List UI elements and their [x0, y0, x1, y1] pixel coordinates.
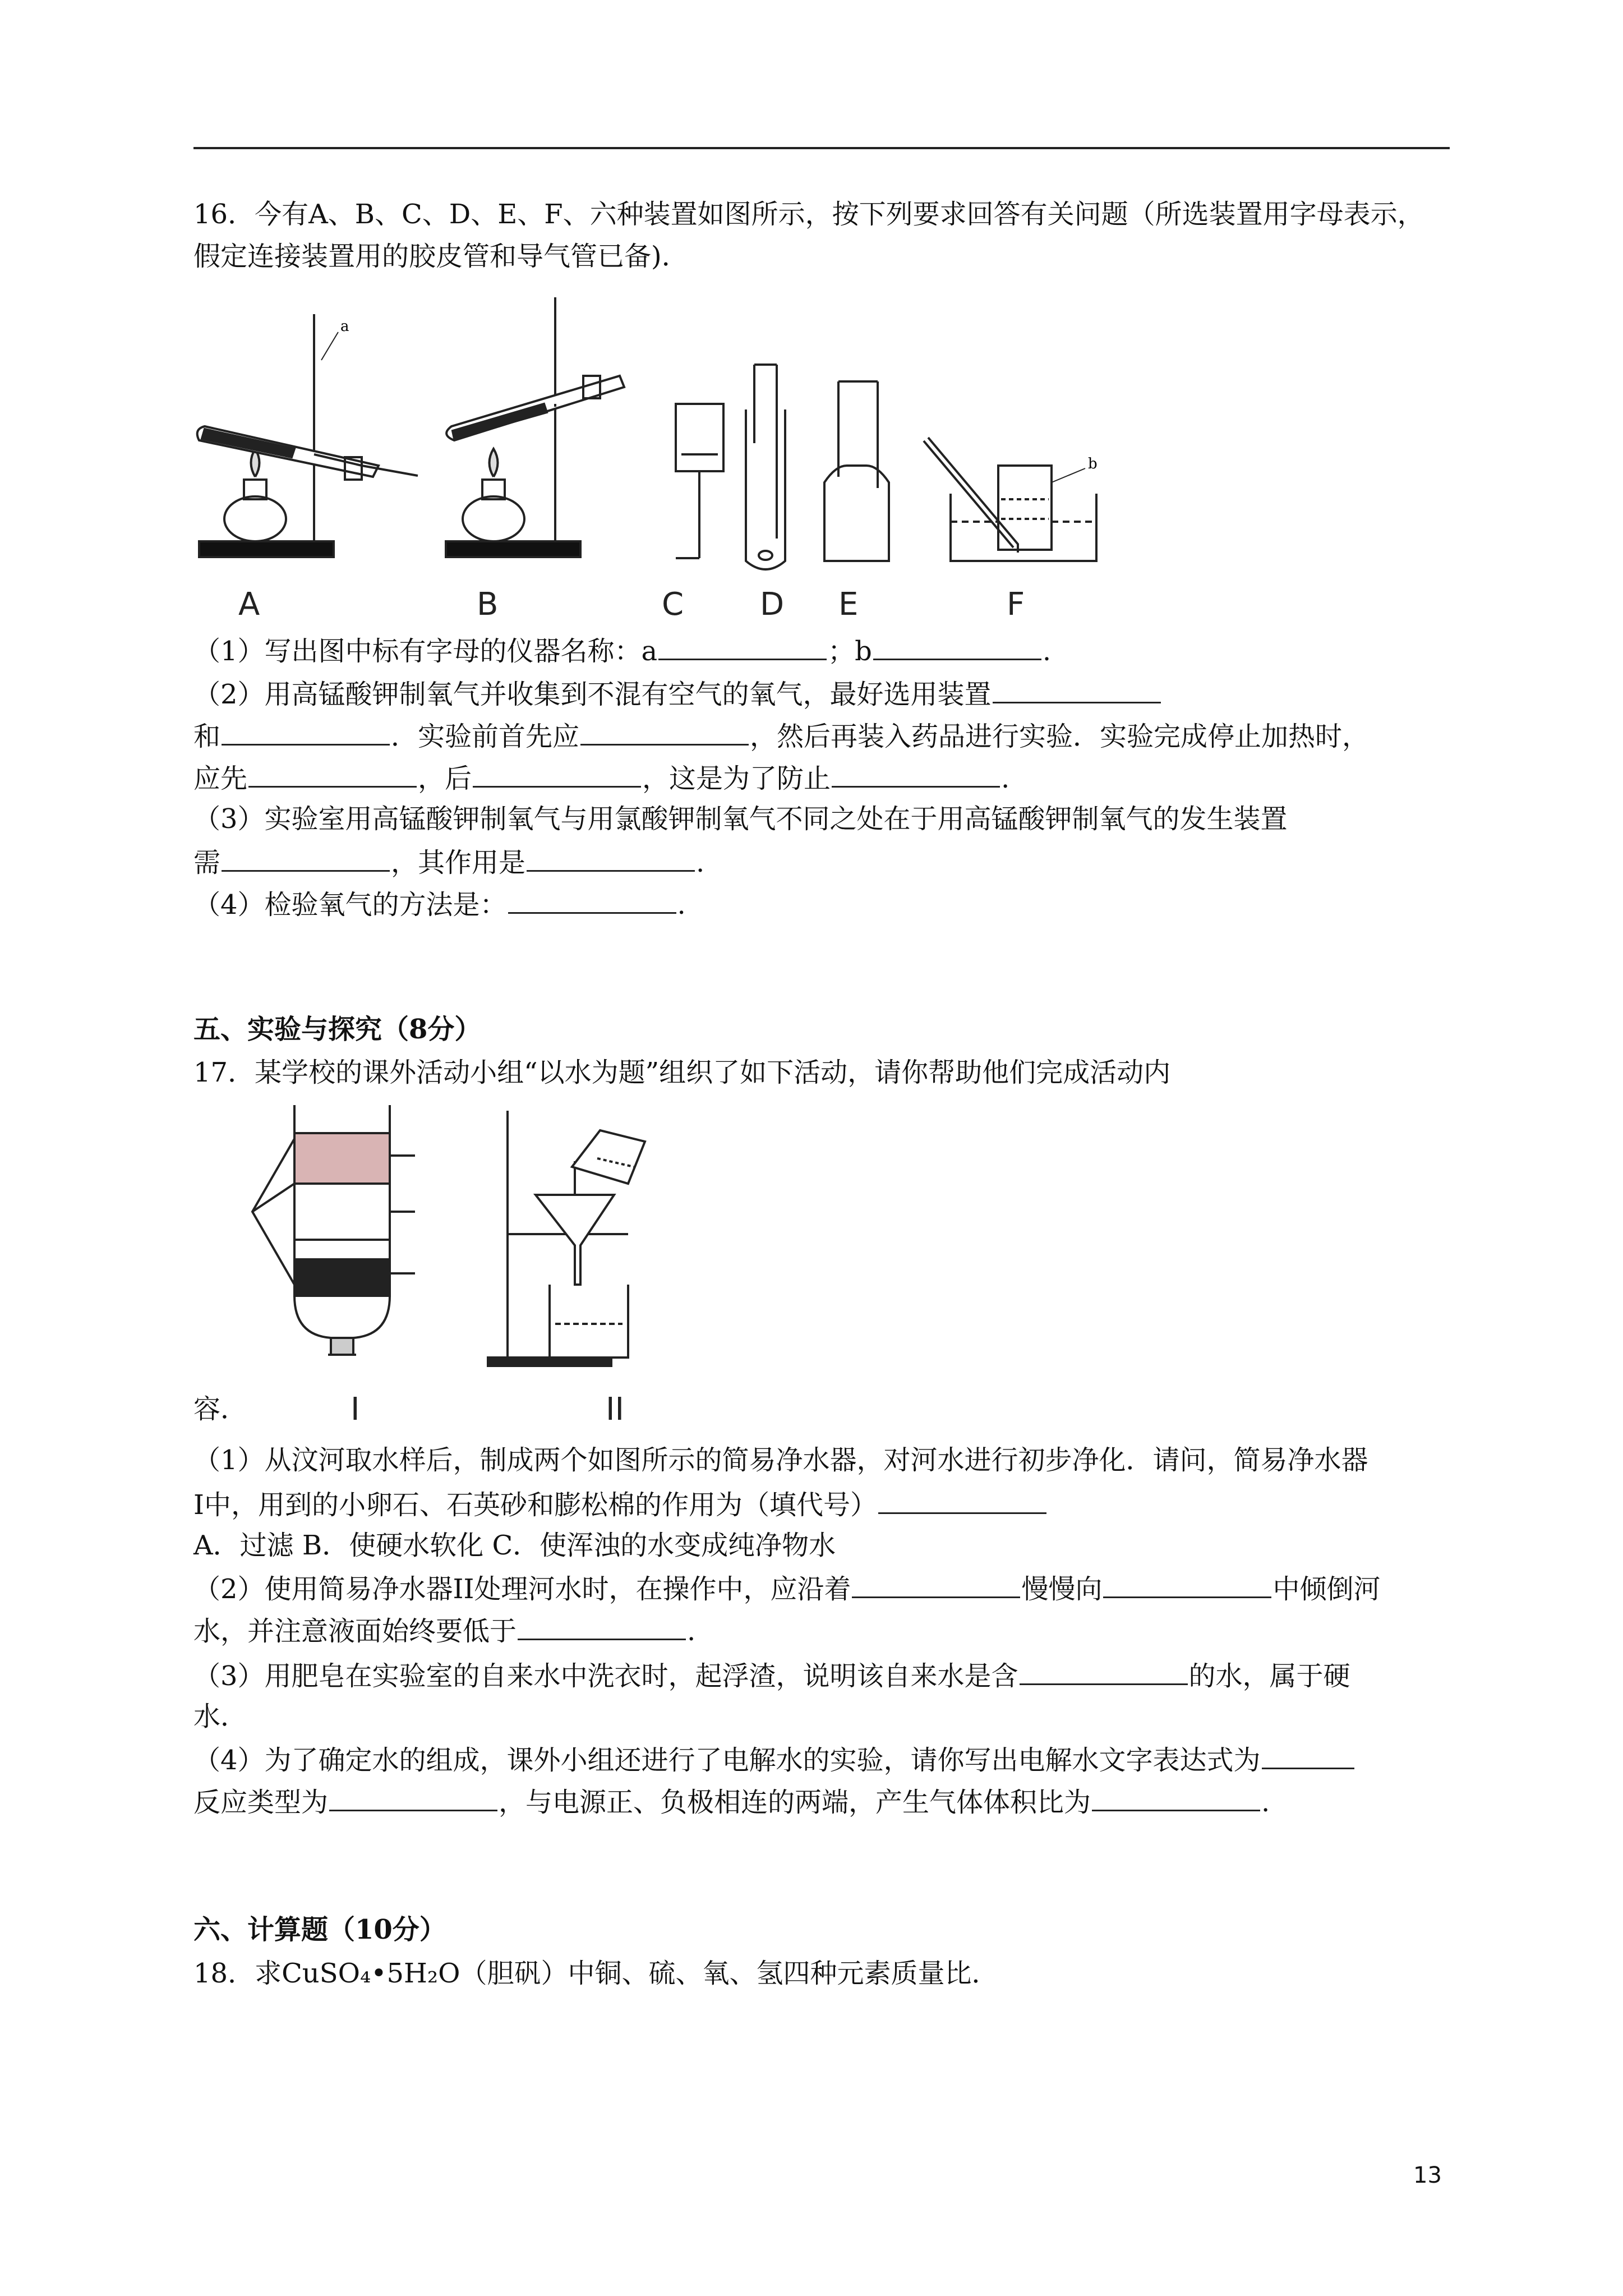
q16-blank-role[interactable] [527, 844, 695, 872]
q17-part2-text-d: 水，并注意液面始终要低于 [193, 1616, 517, 1647]
q16-blank-first-step[interactable] [580, 718, 749, 746]
purifier-i [252, 1105, 415, 1355]
q17-part3-line1 [193, 1658, 1350, 1693]
period: . [1001, 763, 1010, 794]
q17-part2-line1 [193, 1571, 1381, 1606]
q16-blank-device2[interactable] [222, 718, 390, 746]
q17-part4-text-c: ，与电源正、负极相连的两端，产生气体体积比为 [499, 1787, 1091, 1818]
q16-intro-line1: 16．今有A、B、C、D、E、F、六种装置如图所示，按下列要求回答有关问题（所选装置用字母表示， [193, 199, 1424, 230]
q16-blank-first-action[interactable] [248, 760, 417, 788]
q16-blank-device1[interactable] [993, 676, 1161, 703]
q16-part1-text-b: ；b [828, 636, 872, 667]
apparatus-label-f: F [1007, 586, 1025, 623]
q17-part1-line1: （1）从汶河取水样后，制成两个如图所示的简易净水器，对河水进行初步净化．请问，简易净水器 [193, 1444, 1368, 1476]
q17-part2-text-a: （2）使用简易净水器II处理河水时，在操作中，应沿着 [193, 1573, 851, 1605]
q17-blank-volume-ratio[interactable] [1092, 1784, 1260, 1811]
marker-b: b [1088, 455, 1098, 472]
apparatus-b [446, 297, 624, 557]
apparatus-label-a: A [238, 586, 260, 623]
q16-part2-tail: ，然后再装入药品进行实验．实验完成停止加热时， [750, 721, 1370, 752]
q17-part1-line2 [193, 1487, 1048, 1522]
q16-part2-line3 [193, 760, 1009, 795]
q17-blank-into[interactable] [1103, 1571, 1271, 1598]
q16-part2-text: （2）用高锰酸钾制氧气并收集到不混有空气的氧气，最好选用装置 [193, 679, 992, 710]
figure-label-ii: II [606, 1391, 625, 1428]
page-number: 13 [1413, 2162, 1442, 2188]
q16-part2-line2 [193, 718, 1369, 753]
period: . [1261, 1787, 1270, 1818]
q16-part4 [193, 886, 686, 922]
apparatus-e [824, 381, 889, 561]
q17-part2-line2 [193, 1613, 695, 1648]
q16-intro-line2: 假定连接装置用的胶皮管和导气管已备)． [193, 241, 689, 272]
q17-options: A．过滤 B．使硬水软化 C．使浑浊的水变成纯净物水 [193, 1530, 836, 1561]
marker-a: a [340, 318, 349, 335]
q17-blank-function[interactable] [878, 1487, 1046, 1514]
apparatus-d [746, 365, 785, 569]
apparatus-a [197, 314, 418, 557]
q16-part2-first: 应先 [193, 763, 248, 794]
q16-part1 [193, 633, 1051, 668]
q16-part3-need: 需 [193, 847, 221, 878]
q16-blank-prevent[interactable] [832, 760, 1000, 788]
section-6-title: 六、计算题（10分） [193, 1914, 446, 1945]
q17-part3-line2: 水． [193, 1701, 248, 1732]
q16-part3-role: ，其作用是 [391, 847, 526, 878]
figure-label-i: I [351, 1391, 360, 1428]
q17-blank-along[interactable] [852, 1571, 1020, 1598]
apparatus-c [676, 404, 723, 558]
q17-blank-lower-than[interactable] [518, 1613, 686, 1640]
apparatus-label-e: E [838, 586, 859, 623]
period: . [696, 847, 705, 878]
q16-part4-text: （4）检验氧气的方法是： [193, 889, 507, 921]
q16-part1-text-a: （1）写出图中标有字母的仪器名称：a [193, 636, 658, 667]
q17-part3-text-b: 的水，属于硬 [1188, 1660, 1350, 1692]
marker-b-pointer [1052, 468, 1085, 482]
q16-part2-prevent: ，这是为了防止 [642, 763, 831, 794]
marker-a-pointer [321, 332, 338, 360]
q16-apparatus-figure [193, 297, 1124, 589]
purifier-ii [488, 1111, 645, 1366]
q17-part2-text-c: 中倾倒河 [1272, 1573, 1381, 1605]
q16-blank-b[interactable] [873, 633, 1041, 660]
q17-part4-line1 [193, 1742, 1355, 1777]
q17-blank-expression[interactable] [1262, 1742, 1354, 1769]
q16-part3-line1: （3）实验室用高锰酸钾制氧气与用氯酸钾制氧气不同之处在于用高锰酸钾制氧气的发生装置 [193, 803, 1288, 835]
q17-part3-text-a: （3）用肥皂在实验室的自来水中洗衣时，起浮渣，说明该自来水是含 [193, 1660, 1018, 1692]
q17-purifier-figure [241, 1099, 746, 1380]
period: . [1042, 636, 1052, 667]
section-5-title: 五、实验与探究（8分） [193, 1014, 482, 1045]
header-rule [193, 147, 1450, 149]
q17-part4-text-b: 反应类型为 [193, 1787, 329, 1818]
q16-blank-test-method[interactable] [508, 886, 676, 914]
q17-part4-line2 [193, 1784, 1270, 1819]
q16-part3-line2 [193, 844, 704, 880]
q16-part2-and: 和 [193, 721, 221, 752]
apparatus-label-c: C [662, 586, 684, 623]
q17-part2-text-b: 慢慢向 [1021, 1573, 1103, 1605]
q17-blank-reaction-type[interactable] [329, 1784, 497, 1811]
q16-part2-after: ，后 [418, 763, 472, 794]
q17-part1-text: I中，用到的小卵石、石英砂和膨松棉的作用为（填代号） [193, 1489, 877, 1521]
period: . [677, 889, 686, 921]
q16-blank-second-action[interactable] [473, 760, 641, 788]
apparatus-f [924, 438, 1096, 561]
period: . [687, 1616, 696, 1647]
q17-intro: 17．某学校的课外活动小组“以水为题”组织了如下活动，请你帮助他们完成活动内 [193, 1057, 1171, 1088]
apparatus-label-b: B [477, 586, 499, 623]
q17-blank-contains[interactable] [1020, 1658, 1188, 1685]
q16-part2-line1 [193, 676, 1162, 711]
q18-text: 18．求CuSO₄•5H₂O（胆矾）中铜、硫、氧、氢四种元素质量比． [193, 1958, 999, 1989]
q16-part2-mid: ．实验前首先应 [391, 721, 580, 752]
q16-blank-need[interactable] [222, 844, 390, 872]
q17-part4-text-a: （4）为了确定水的组成，课外小组还进行了电解水的实验，请你写出电解水文字表达式为 [193, 1745, 1261, 1776]
q16-blank-a[interactable] [658, 633, 827, 660]
apparatus-label-d: D [760, 586, 785, 623]
q17-intro-tail: 容． [193, 1393, 248, 1425]
